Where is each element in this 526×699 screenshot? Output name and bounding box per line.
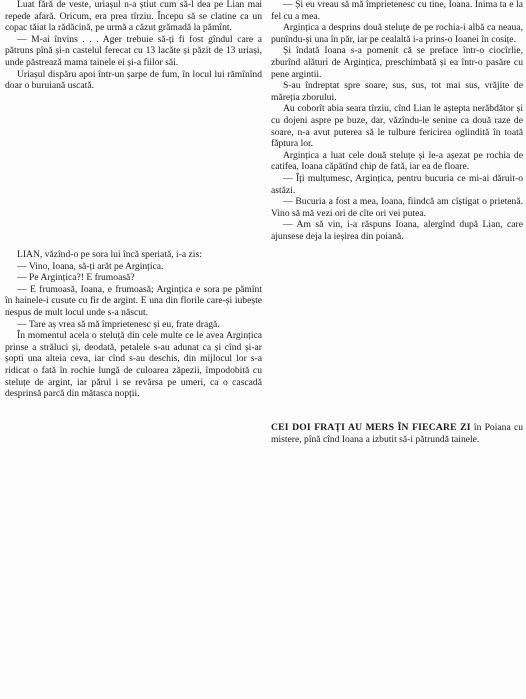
paragraph: Argințica a desprins două steluțe de pe rochia-i albă ca neaua, punîndu-și una în păr, iar pe cealaltă i-a prins-o Ioanei în cosițe.	[271, 22, 523, 45]
paragraph: Și îndată Ioana s-a pomenit că se preface într-o ciocîrlie, zburînd alături de Argințica, preschimbată și ea într-o pasăre cu pene argintii.	[271, 45, 523, 80]
paragraph: — Și eu vreau să mă împrietenesc cu tine, Ioana. Inima ta e la fel cu a mea.	[271, 0, 523, 22]
paragraph: — M-ai învins . . . Ager trebuie să-ți fi fost gîndul care a pătruns pînă și-n castelul ferecat cu 13 lacăte și păzit de 13 uriași, unde păstrează mama tainele ei și-a fiilor săi.	[5, 33, 262, 68]
paragraph: LIAN, văzînd-o pe sora lui încă speriată, i-a zis:	[17, 249, 202, 260]
left-column-bottom	[5, 249, 262, 400]
paragraph: S-au îndreptat spre soare, sus, sus, tot mai sus, vrăjite de măreția zborului.	[271, 80, 523, 103]
paragraph: Argințica a luat cele două steluțe și le-a așezat pe rochia de catifea, Ioana căpătînd chip de fată, iar ea de floare.	[271, 149, 523, 173]
right-column-bottom	[271, 422, 523, 445]
paragraph: — Am să vin, i-a răspuns Ioana, alergînd după Lian, care ajunsese deja la ieșirea din poiană.	[271, 219, 523, 242]
paragraph: — Vino, Ioana, să-ți arăt pe Argințica.	[17, 260, 164, 272]
paragraph: În momentul acela o steluță din cele multe ce le avea Argințica prinse a străluci și, deodată, petalele s-au adunat ca și cînd și-ar șopti una alteia ceva, iar cînd s-au deschis, din mijlocul lor s-a ridicat o fată în rochie lungă de culoarea zăpezii, împodobită cu steluțe de argint, iar părul i se revărsa pe umeri, ca o cascadă desprinsă parcă din mătasca nopții.	[5, 330, 262, 400]
paragraph: — E frumoasă, Ioana, e frumoasă; Argințica e sora pe pămînt în hainele-i cusute cu fir de argint. E una din florile care-și iubește nespus de mult locul unde s-a născut.	[5, 283, 262, 318]
paragraph: — Bucuria a fost a mea, Ioana, fiindcă am cîștigat o prietenă. Vino să mă vezi ori de cîte ori vei putea.	[271, 196, 523, 219]
left-column-top	[5, 0, 262, 92]
paragraph: — Tare aș vrea să mă împrietenesc și eu, frate dragă.	[17, 318, 220, 330]
chapter-paragraph	[271, 422, 523, 445]
paragraph: Au coborît abia seara tîrziu, cînd Lian le aștepta nerăbdător și cu dojeni aspre pe buze, dar, văzîndu-le senine ca două raze de soare, n-a avut puterea să le tulbure fericirea oglindită în toată făptura lor.	[271, 103, 523, 150]
right-column-top	[271, 0, 523, 242]
paragraph: Luat fără de veste, uriașul n-a știut cum să-l dea pe Lian mai repede afară. Oricum, era prea tîrziu. Începu să se clatine ca un copac tăiat la rădăcină, pe urmă a căzut grămadă la pămînt.	[5, 0, 262, 34]
paragraph: — Pe Argințica?! E frumoasă?	[17, 272, 135, 284]
chapter-heading: CEI DOI FRAȚI AU MERS ÎN FIECARE ZI	[271, 422, 471, 433]
paragraph: — Îți mulțumesc, Argințica, pentru bucuria ce mi-ai dăruit-o astăzi.	[271, 172, 523, 196]
paragraph: Uriașul dispăru apoi într-un șarpe de fum, în locul lui rămînînd doar o buruiană uscată.	[5, 68, 262, 92]
chapter-text: în Poiana cu mistere, pînă cînd Ioana a izbutit să-i pătrundă tainele.	[271, 422, 523, 445]
